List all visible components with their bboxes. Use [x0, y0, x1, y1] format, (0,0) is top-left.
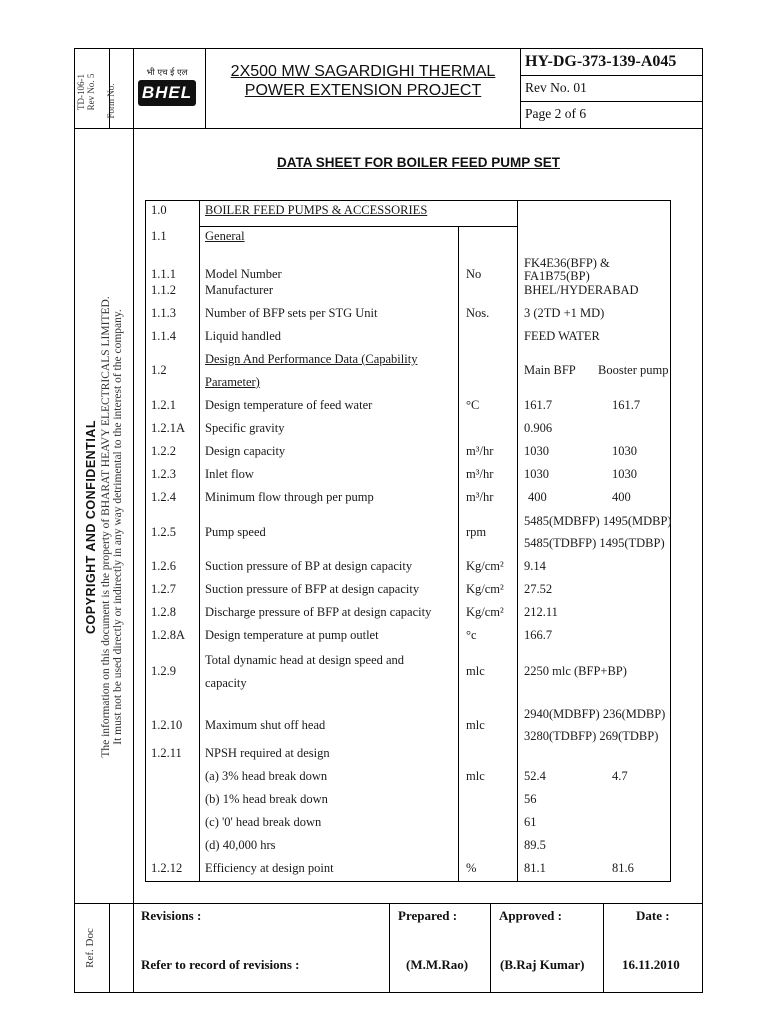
row-value-booster: 1030 [612, 467, 637, 481]
row-unit: mlc [466, 769, 485, 783]
row-description: Total dynamic head at design speed and [205, 653, 405, 667]
row-description: Inlet flow [205, 467, 254, 481]
row-number: 1.2.9 [151, 664, 176, 678]
row-unit: Kg/cm² [466, 582, 504, 596]
table-col-no-divider [199, 200, 200, 882]
row-description: (a) 3% head break down [205, 769, 328, 783]
row-value-main: 56 [524, 792, 537, 806]
row-number: 1.2.1 [151, 398, 176, 412]
docno-bottom [520, 75, 703, 76]
row-unit: m³/hr [466, 444, 494, 458]
row-value-main: 166.7 [524, 628, 553, 642]
logo-hindi: भी एच ई एल [146, 68, 188, 78]
row-value-main: 5485(MDBFP) 1495(MDBP) [524, 514, 672, 528]
row-value-main: 0.906 [524, 421, 553, 435]
approved-label: Approved : [499, 908, 562, 923]
row-description: Discharge pressure of BFP at design capacity [205, 605, 432, 619]
row-number: 1.2.11 [151, 746, 182, 760]
footer-col1 [389, 903, 390, 993]
prepared-label: Prepared : [398, 908, 458, 923]
bhel-logo [138, 68, 196, 110]
form-ref-code: TD-106-1 [76, 74, 86, 110]
copyright-line1: The information on this document is the property of BHARAT HEAVY ELECTRICALS LIMITED. [100, 296, 112, 758]
row-value-booster: 161.7 [612, 398, 641, 412]
revisions-label: Revisions : [141, 908, 202, 923]
header-divider [74, 128, 703, 129]
left-strip-divider [133, 48, 134, 993]
row-description: Model Number [205, 267, 282, 281]
doc-number: HY-DG-373-139-A045 [525, 53, 677, 70]
row-description: Suction pressure of BP at design capacity [205, 559, 413, 573]
row-description: (c) '0' head break down [205, 815, 322, 829]
row-description: Specific gravity [205, 421, 285, 435]
row-value-second: 3280(TDBFP) 269(TDBP) [524, 729, 659, 743]
row-value-main: 2940(MDBFP) 236(MDBP) [524, 707, 666, 721]
row-number: 1.2.5 [151, 525, 176, 539]
row-description-cont: Parameter) [205, 375, 260, 389]
row-value-booster: 1030 [612, 444, 637, 458]
table-col-unit-divider [517, 200, 518, 882]
date-value: 16.11.2010 [622, 957, 680, 972]
row-value-main: 400 [528, 490, 547, 504]
row-description: Liquid handled [205, 329, 282, 343]
row-value-main: 2250 mlc (BFP+BP) [524, 664, 627, 678]
row-value-main: 27.52 [524, 582, 553, 596]
row-number: 1.2.6 [151, 559, 176, 573]
row-value-main: 81.1 [524, 861, 546, 875]
row-number: 1.2.7 [151, 582, 176, 596]
form-no-label: Form No. [106, 83, 116, 119]
logo-mark: BHEL [138, 80, 196, 106]
row-value-main: 52.4 [524, 769, 546, 783]
row-number: 1.0 [151, 203, 167, 217]
row-value-second: 5485(TDBFP) 1495(TDBP) [524, 536, 665, 550]
row-unit: Kg/cm² [466, 559, 504, 573]
project-title [206, 62, 520, 100]
row-description: NPSH required at design [205, 746, 330, 760]
row-description: Design And Performance Data (Capability [205, 352, 418, 366]
row-value-booster: 400 [612, 490, 631, 504]
row-value-main: 3 (2TD +1 MD) [524, 306, 605, 320]
row-value-main: 212.11 [524, 605, 558, 619]
approved-value: (B.Raj Kumar) [500, 957, 585, 972]
row-number: 1.1.2 [151, 283, 176, 297]
row-unit: % [466, 861, 477, 875]
row-description-cont: capacity [205, 676, 247, 690]
row-unit: rpm [466, 525, 487, 539]
form-rev: Rev No. 5 [86, 73, 96, 111]
row-unit: °C [466, 398, 480, 412]
row-value-main: FK4E36(BFP) & [524, 256, 610, 270]
sheet-title: DATA SHEET FOR BOILER FEED PUMP SET [276, 155, 561, 170]
row-value-booster: 81.6 [612, 861, 634, 875]
row-number: 1.2.4 [151, 490, 176, 504]
row-value-main: FEED WATER [524, 329, 600, 343]
row-number: 1.2.2 [151, 444, 176, 458]
row-unit: °c [466, 628, 477, 642]
row-number: 1.2.10 [151, 718, 183, 732]
row-unit: mlc [466, 664, 485, 678]
table-col-desc-divider [458, 226, 459, 882]
row-value-main: 89.5 [524, 838, 546, 852]
ref-doc-divider [109, 903, 110, 993]
row-description: (b) 1% head break down [205, 792, 328, 806]
row-number: 1.1.4 [151, 329, 176, 343]
row-value-second: FA1B75(BP) [524, 269, 590, 283]
row-value-main: BHEL/HYDERABAD [524, 283, 639, 297]
footer-col2 [490, 903, 491, 993]
form-ref [76, 62, 96, 122]
row-description: Number of BFP sets per STG Unit [205, 306, 378, 320]
row-number: 1.2.3 [151, 467, 176, 481]
row-number: 1.2 [151, 363, 167, 377]
row-unit: m³/hr [466, 490, 494, 504]
row-description: (d) 40,000 hrs [205, 838, 276, 852]
row-description: Suction pressure of BFP at design capacity [205, 582, 420, 596]
row-description: Design capacity [205, 444, 286, 458]
ref-doc-label: Ref. Doc [84, 928, 96, 968]
row-number: 1.2.12 [151, 861, 183, 875]
row-value-main: 9.14 [524, 559, 546, 573]
row-number: 1.1.1 [151, 267, 176, 281]
row-description: Design temperature at pump outlet [205, 628, 379, 642]
project-line2: POWER EXTENSION PROJECT [244, 82, 482, 99]
row-unit: Nos. [466, 306, 490, 320]
row-value-main: Main BFP [524, 363, 576, 377]
row-description: Pump speed [205, 525, 266, 539]
row-unit: m³/hr [466, 467, 494, 481]
table-header-underline [199, 226, 517, 227]
copyright-line2: It must not be used directly or indirectly in any way detrimental to the interest of the company. [112, 309, 124, 745]
row-description: BOILER FEED PUMPS & ACCESSORIES [205, 203, 428, 217]
row-value-booster: 4.7 [612, 769, 628, 783]
footer-col3 [603, 903, 604, 993]
row-number: 1.2.8 [151, 605, 176, 619]
date-label: Date : [636, 908, 670, 923]
row-description: Efficiency at design point [205, 861, 334, 875]
row-value-main: 61 [524, 815, 537, 829]
row-unit: Kg/cm² [466, 605, 504, 619]
row-number: 1.2.8A [151, 628, 186, 642]
row-description: Minimum flow through per pump [205, 490, 374, 504]
docno-divider [520, 48, 521, 128]
row-description: Manufacturer [205, 283, 274, 297]
row-description: General [205, 229, 245, 243]
row-description: Maximum shut off head [205, 718, 326, 732]
row-value-main: 1030 [524, 444, 549, 458]
project-line1: 2X500 MW SAGARDIGHI THERMAL [230, 63, 496, 80]
rev-number: Rev No. 01 [525, 80, 587, 95]
row-value-main: 1030 [524, 467, 549, 481]
row-number: 1.2.1A [151, 421, 186, 435]
copyright-title: COPYRIGHT AND CONFIDENTIAL [84, 420, 98, 634]
prepared-value: (M.M.Rao) [406, 957, 469, 972]
copyright-block [84, 217, 124, 837]
rev-bottom [520, 101, 703, 102]
row-unit: mlc [466, 718, 485, 732]
row-value-booster: Booster pump [598, 363, 669, 377]
row-number: 1.1 [151, 229, 167, 243]
row-unit: No [466, 267, 482, 281]
row-description: Design temperature of feed water [205, 398, 373, 412]
row-number: 1.1.3 [151, 306, 176, 320]
revisions-value: Refer to record of revisions : [141, 957, 300, 972]
page-number: Page 2 of 6 [525, 106, 587, 121]
row-value-main: 161.7 [524, 398, 553, 412]
